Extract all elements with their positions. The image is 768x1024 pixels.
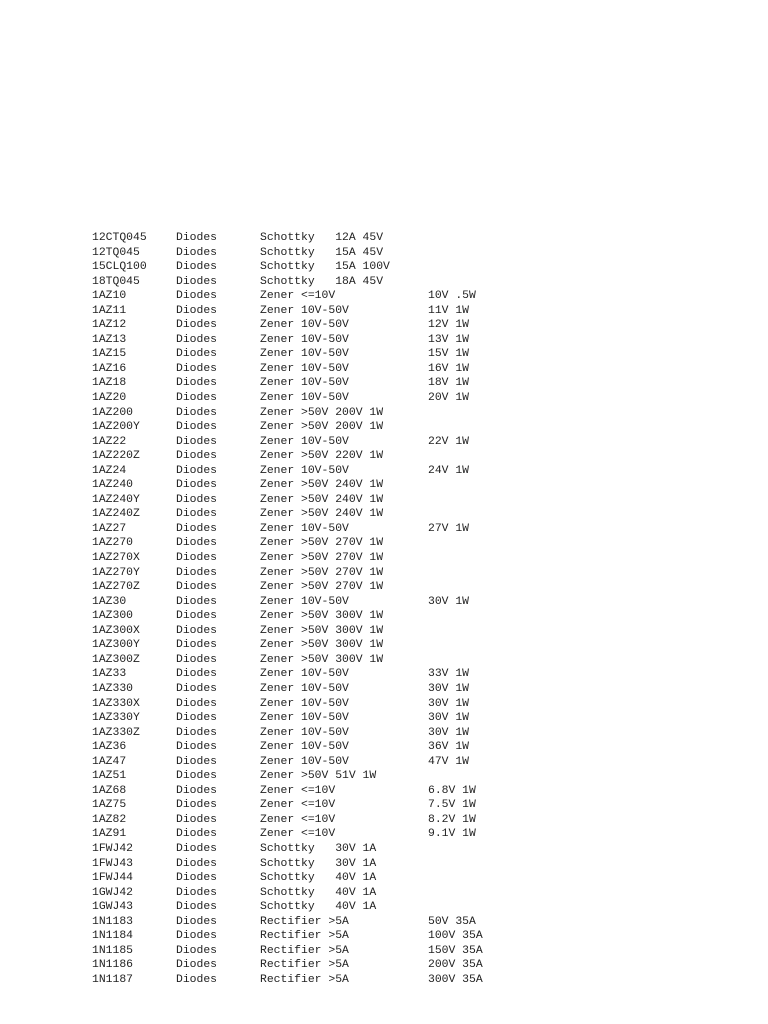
part-rating xyxy=(428,493,518,508)
part-rating xyxy=(428,638,518,653)
part-type: Zener >50V 270V 1W xyxy=(260,566,384,579)
part-type: Zener 10V-50V xyxy=(260,522,349,535)
part-rating: 11V 1W xyxy=(428,304,470,317)
table-row xyxy=(92,667,518,682)
part-rating xyxy=(428,653,518,668)
part-category: Diodes xyxy=(176,639,218,652)
part-type: Zener >50V 300V 1W xyxy=(260,639,384,652)
part-category: Diodes xyxy=(176,304,218,317)
part-category: Diodes xyxy=(176,915,218,928)
table-row xyxy=(92,595,518,610)
part-rating: 15V 1W xyxy=(428,348,470,361)
part-rating: 300V 35A xyxy=(428,973,483,986)
part-category: Diodes xyxy=(176,435,218,448)
part-rating: 30V 1W xyxy=(428,726,470,739)
table-row xyxy=(92,682,518,697)
part-number: 1AZ82 xyxy=(92,813,127,826)
part-number: 18TQ045 xyxy=(92,275,140,288)
part-number: 1AZ270X xyxy=(92,552,140,565)
part-number: 1AZ91 xyxy=(92,828,127,841)
part-rating xyxy=(428,536,518,551)
table-row xyxy=(92,435,518,450)
part-rating xyxy=(428,900,518,915)
part-rating xyxy=(428,449,518,464)
part-number: 1FWJ43 xyxy=(92,857,134,870)
part-rating xyxy=(428,231,518,246)
part-type: Zener 10V-50V xyxy=(260,333,349,346)
part-type: Zener >50V 240V 1W xyxy=(260,508,384,521)
part-number: 1FWJ42 xyxy=(92,842,134,855)
part-category: Diodes xyxy=(176,610,218,623)
part-rating: 9.1V 1W xyxy=(428,828,476,841)
part-category: Diodes xyxy=(176,319,218,332)
part-type: Zener >50V 300V 1W xyxy=(260,653,384,666)
part-category: Diodes xyxy=(176,537,218,550)
part-number: 1N1186 xyxy=(92,959,134,972)
part-type: Zener 10V-50V xyxy=(260,712,349,725)
part-category: Diodes xyxy=(176,944,218,957)
part-category: Diodes xyxy=(176,755,218,768)
part-number: 1AZ330Z xyxy=(92,726,140,739)
part-category: Diodes xyxy=(176,682,218,695)
part-type: Zener 10V-50V xyxy=(260,755,349,768)
part-type: Zener >50V 51V 1W xyxy=(260,770,377,783)
part-rating: 47V 1W xyxy=(428,755,470,768)
part-rating xyxy=(428,420,518,435)
part-type: Zener >50V 300V 1W xyxy=(260,610,384,623)
table-row xyxy=(92,246,518,261)
part-type: Zener >50V 200V 1W xyxy=(260,406,384,419)
part-type: Zener 10V-50V xyxy=(260,304,349,317)
part-category: Diodes xyxy=(176,479,218,492)
part-number: 1AZ18 xyxy=(92,377,127,390)
table-row xyxy=(92,784,518,799)
table-row xyxy=(92,493,518,508)
part-rating: 30V 1W xyxy=(428,712,470,725)
table-row xyxy=(92,697,518,712)
part-number: 1AZ27 xyxy=(92,522,127,535)
part-number: 1AZ11 xyxy=(92,304,127,317)
part-number: 15CLQ100 xyxy=(92,261,147,274)
part-number: 1AZ200 xyxy=(92,406,134,419)
part-type: Schottky 40V 1A xyxy=(260,872,377,885)
part-number: 1AZ270Z xyxy=(92,581,140,594)
part-type: Schottky 40V 1A xyxy=(260,886,377,899)
table-row xyxy=(92,333,518,348)
table-row xyxy=(92,740,518,755)
part-category: Diodes xyxy=(176,712,218,725)
part-rating xyxy=(428,566,518,581)
part-number: 1AZ30 xyxy=(92,595,127,608)
part-rating: 7.5V 1W xyxy=(428,799,476,812)
part-rating xyxy=(428,551,518,566)
part-type: Zener 10V-50V xyxy=(260,697,349,710)
part-type: Zener 10V-50V xyxy=(260,377,349,390)
part-number: 1N1185 xyxy=(92,944,134,957)
table-row xyxy=(92,304,518,319)
part-rating: 10V .5W xyxy=(428,290,476,303)
part-type: Zener 10V-50V xyxy=(260,435,349,448)
table-row xyxy=(92,566,518,581)
table-row xyxy=(92,638,518,653)
part-type: Schottky 15A 100V xyxy=(260,261,390,274)
part-type: Zener 10V-50V xyxy=(260,682,349,695)
part-rating: 50V 35A xyxy=(428,915,476,928)
part-rating: 33V 1W xyxy=(428,668,470,681)
part-number: 1N1183 xyxy=(92,915,134,928)
part-rating: 18V 1W xyxy=(428,377,470,390)
table-row xyxy=(92,798,518,813)
table-row xyxy=(92,580,518,595)
part-category: Diodes xyxy=(176,246,218,259)
part-rating xyxy=(428,580,518,595)
part-type: Zener >50V 220V 1W xyxy=(260,450,384,463)
part-rating: 16V 1W xyxy=(428,362,470,375)
table-row xyxy=(92,711,518,726)
part-number: 1AZ220Z xyxy=(92,450,140,463)
table-row xyxy=(92,464,518,479)
table-row xyxy=(92,871,518,886)
part-rating xyxy=(428,507,518,522)
part-type: Schottky 30V 1A xyxy=(260,857,377,870)
part-rating: 30V 1W xyxy=(428,595,470,608)
part-type: Zener <=10V xyxy=(260,828,336,841)
part-category: Diodes xyxy=(176,741,218,754)
table-row xyxy=(92,391,518,406)
part-number: 1N1184 xyxy=(92,930,134,943)
table-row xyxy=(92,900,518,915)
part-category: Diodes xyxy=(176,464,218,477)
part-number: 1AZ51 xyxy=(92,770,127,783)
table-row xyxy=(92,973,518,988)
part-type: Schottky 30V 1A xyxy=(260,842,377,855)
table-row xyxy=(92,420,518,435)
part-type: Zener >50V 270V 1W xyxy=(260,552,384,565)
part-category: Diodes xyxy=(176,290,218,303)
part-number: 1AZ16 xyxy=(92,362,127,375)
table-row xyxy=(92,318,518,333)
part-number: 1AZ200Y xyxy=(92,421,140,434)
part-category: Diodes xyxy=(176,450,218,463)
part-category: Diodes xyxy=(176,377,218,390)
part-rating xyxy=(428,769,518,784)
part-type: Zener 10V-50V xyxy=(260,348,349,361)
part-number: 12TQ045 xyxy=(92,246,140,259)
part-category: Diodes xyxy=(176,697,218,710)
part-category: Diodes xyxy=(176,362,218,375)
table-row xyxy=(92,929,518,944)
part-rating xyxy=(428,886,518,901)
table-row xyxy=(92,769,518,784)
part-number: 1AZ33 xyxy=(92,668,127,681)
part-number: 1AZ10 xyxy=(92,290,127,303)
table-row xyxy=(92,362,518,377)
parts-listing xyxy=(92,231,518,987)
part-category: Diodes xyxy=(176,799,218,812)
part-rating: 100V 35A xyxy=(428,930,483,943)
part-category: Diodes xyxy=(176,552,218,565)
part-type: Zener <=10V xyxy=(260,784,336,797)
part-rating xyxy=(428,624,518,639)
part-rating: 6.8V 1W xyxy=(428,784,476,797)
part-number: 1AZ13 xyxy=(92,333,127,346)
table-row xyxy=(92,653,518,668)
part-category: Diodes xyxy=(176,595,218,608)
part-category: Diodes xyxy=(176,261,218,274)
table-row xyxy=(92,842,518,857)
part-rating xyxy=(428,857,518,872)
part-category: Diodes xyxy=(176,726,218,739)
part-category: Diodes xyxy=(176,493,218,506)
part-type: Zener >50V 270V 1W xyxy=(260,581,384,594)
part-rating xyxy=(428,871,518,886)
part-number: 1AZ330Y xyxy=(92,712,140,725)
part-type: Schottky 40V 1A xyxy=(260,901,377,914)
part-category: Diodes xyxy=(176,770,218,783)
table-row xyxy=(92,813,518,828)
table-row xyxy=(92,886,518,901)
table-row xyxy=(92,944,518,959)
table-row xyxy=(92,376,518,391)
part-category: Diodes xyxy=(176,813,218,826)
part-number: 1AZ270 xyxy=(92,537,134,550)
part-rating xyxy=(428,406,518,421)
part-type: Zener >50V 240V 1W xyxy=(260,493,384,506)
part-number: 1AZ300 xyxy=(92,610,134,623)
table-row xyxy=(92,857,518,872)
part-category: Diodes xyxy=(176,624,218,637)
part-rating: 24V 1W xyxy=(428,464,470,477)
part-category: Diodes xyxy=(176,333,218,346)
part-rating xyxy=(428,478,518,493)
part-rating: 36V 1W xyxy=(428,741,470,754)
part-category: Diodes xyxy=(176,901,218,914)
part-number: 1AZ22 xyxy=(92,435,127,448)
part-category: Diodes xyxy=(176,566,218,579)
part-rating xyxy=(428,609,518,624)
part-category: Diodes xyxy=(176,872,218,885)
part-category: Diodes xyxy=(176,275,218,288)
part-type: Zener <=10V xyxy=(260,813,336,826)
part-rating xyxy=(428,246,518,261)
part-number: 1AZ75 xyxy=(92,799,127,812)
part-number: 1AZ300X xyxy=(92,624,140,637)
part-number: 1AZ240 xyxy=(92,479,134,492)
part-category: Diodes xyxy=(176,232,218,244)
part-number: 1AZ330X xyxy=(92,697,140,710)
part-number: 1N1187 xyxy=(92,973,134,986)
part-type: Schottky 15A 45V xyxy=(260,246,384,259)
part-number: 1AZ12 xyxy=(92,319,127,332)
part-number: 1AZ300Z xyxy=(92,653,140,666)
part-number: 1AZ240Y xyxy=(92,493,140,506)
part-type: Zener 10V-50V xyxy=(260,464,349,477)
part-rating xyxy=(428,260,518,275)
part-type: Zener 10V-50V xyxy=(260,392,349,405)
part-type: Zener 10V-50V xyxy=(260,319,349,332)
part-type: Zener >50V 300V 1W xyxy=(260,624,384,637)
part-category: Diodes xyxy=(176,784,218,797)
part-type: Schottky 12A 45V xyxy=(260,232,384,244)
table-row xyxy=(92,347,518,362)
part-category: Diodes xyxy=(176,959,218,972)
table-row xyxy=(92,478,518,493)
table-row xyxy=(92,507,518,522)
table-row xyxy=(92,406,518,421)
part-type: Zener >50V 240V 1W xyxy=(260,479,384,492)
part-category: Diodes xyxy=(176,421,218,434)
part-number: 1FWJ44 xyxy=(92,872,134,885)
part-number: 1AZ15 xyxy=(92,348,127,361)
part-category: Diodes xyxy=(176,973,218,986)
part-category: Diodes xyxy=(176,581,218,594)
table-row xyxy=(92,260,518,275)
part-number: 1AZ68 xyxy=(92,784,127,797)
part-category: Diodes xyxy=(176,392,218,405)
part-type: Rectifier >5A xyxy=(260,959,349,972)
part-category: Diodes xyxy=(176,406,218,419)
table-row xyxy=(92,449,518,464)
part-number: 1AZ240Z xyxy=(92,508,140,521)
part-number: 1AZ270Y xyxy=(92,566,140,579)
part-rating: 27V 1W xyxy=(428,522,470,535)
part-type: Zener >50V 270V 1W xyxy=(260,537,384,550)
part-category: Diodes xyxy=(176,668,218,681)
part-rating: 8.2V 1W xyxy=(428,813,476,826)
table-row xyxy=(92,522,518,537)
part-rating: 12V 1W xyxy=(428,319,470,332)
part-type: Zener 10V-50V xyxy=(260,362,349,375)
part-category: Diodes xyxy=(176,857,218,870)
table-row xyxy=(92,231,518,246)
part-number: 12CTQ045 xyxy=(92,232,147,244)
part-rating xyxy=(428,275,518,290)
part-number: 1GWJ43 xyxy=(92,901,134,914)
part-number: 1AZ300Y xyxy=(92,639,140,652)
table-row xyxy=(92,536,518,551)
part-number: 1AZ36 xyxy=(92,741,127,754)
table-row xyxy=(92,827,518,842)
part-rating xyxy=(428,842,518,857)
part-number: 1AZ47 xyxy=(92,755,127,768)
part-type: Zener >50V 200V 1W xyxy=(260,421,384,434)
part-category: Diodes xyxy=(176,886,218,899)
part-number: 1AZ330 xyxy=(92,682,134,695)
part-type: Zener 10V-50V xyxy=(260,595,349,608)
part-type: Schottky 18A 45V xyxy=(260,275,384,288)
part-rating: 20V 1W xyxy=(428,392,470,405)
part-category: Diodes xyxy=(176,828,218,841)
part-number: 1AZ20 xyxy=(92,392,127,405)
part-number: 1AZ24 xyxy=(92,464,127,477)
part-category: Diodes xyxy=(176,348,218,361)
part-category: Diodes xyxy=(176,522,218,535)
part-type: Zener 10V-50V xyxy=(260,741,349,754)
table-row xyxy=(92,755,518,770)
part-category: Diodes xyxy=(176,842,218,855)
part-category: Diodes xyxy=(176,653,218,666)
part-type: Zener <=10V xyxy=(260,799,336,812)
part-rating: 150V 35A xyxy=(428,944,483,957)
part-type: Zener 10V-50V xyxy=(260,726,349,739)
table-row xyxy=(92,958,518,973)
part-category: Diodes xyxy=(176,930,218,943)
table-row xyxy=(92,551,518,566)
part-type: Zener 10V-50V xyxy=(260,668,349,681)
table-row xyxy=(92,726,518,741)
part-rating: 30V 1W xyxy=(428,682,470,695)
table-row xyxy=(92,289,518,304)
part-type: Rectifier >5A xyxy=(260,944,349,957)
part-rating: 200V 35A xyxy=(428,959,483,972)
table-row xyxy=(92,609,518,624)
part-rating: 22V 1W xyxy=(428,435,470,448)
part-rating: 30V 1W xyxy=(428,697,470,710)
part-type: Rectifier >5A xyxy=(260,915,349,928)
table-row xyxy=(92,915,518,930)
part-type: Rectifier >5A xyxy=(260,930,349,943)
table-row xyxy=(92,275,518,290)
part-rating: 13V 1W xyxy=(428,333,470,346)
part-type: Zener <=10V xyxy=(260,290,336,303)
part-category: Diodes xyxy=(176,508,218,521)
part-number: 1GWJ42 xyxy=(92,886,134,899)
table-row xyxy=(92,624,518,639)
part-type: Rectifier >5A xyxy=(260,973,349,986)
